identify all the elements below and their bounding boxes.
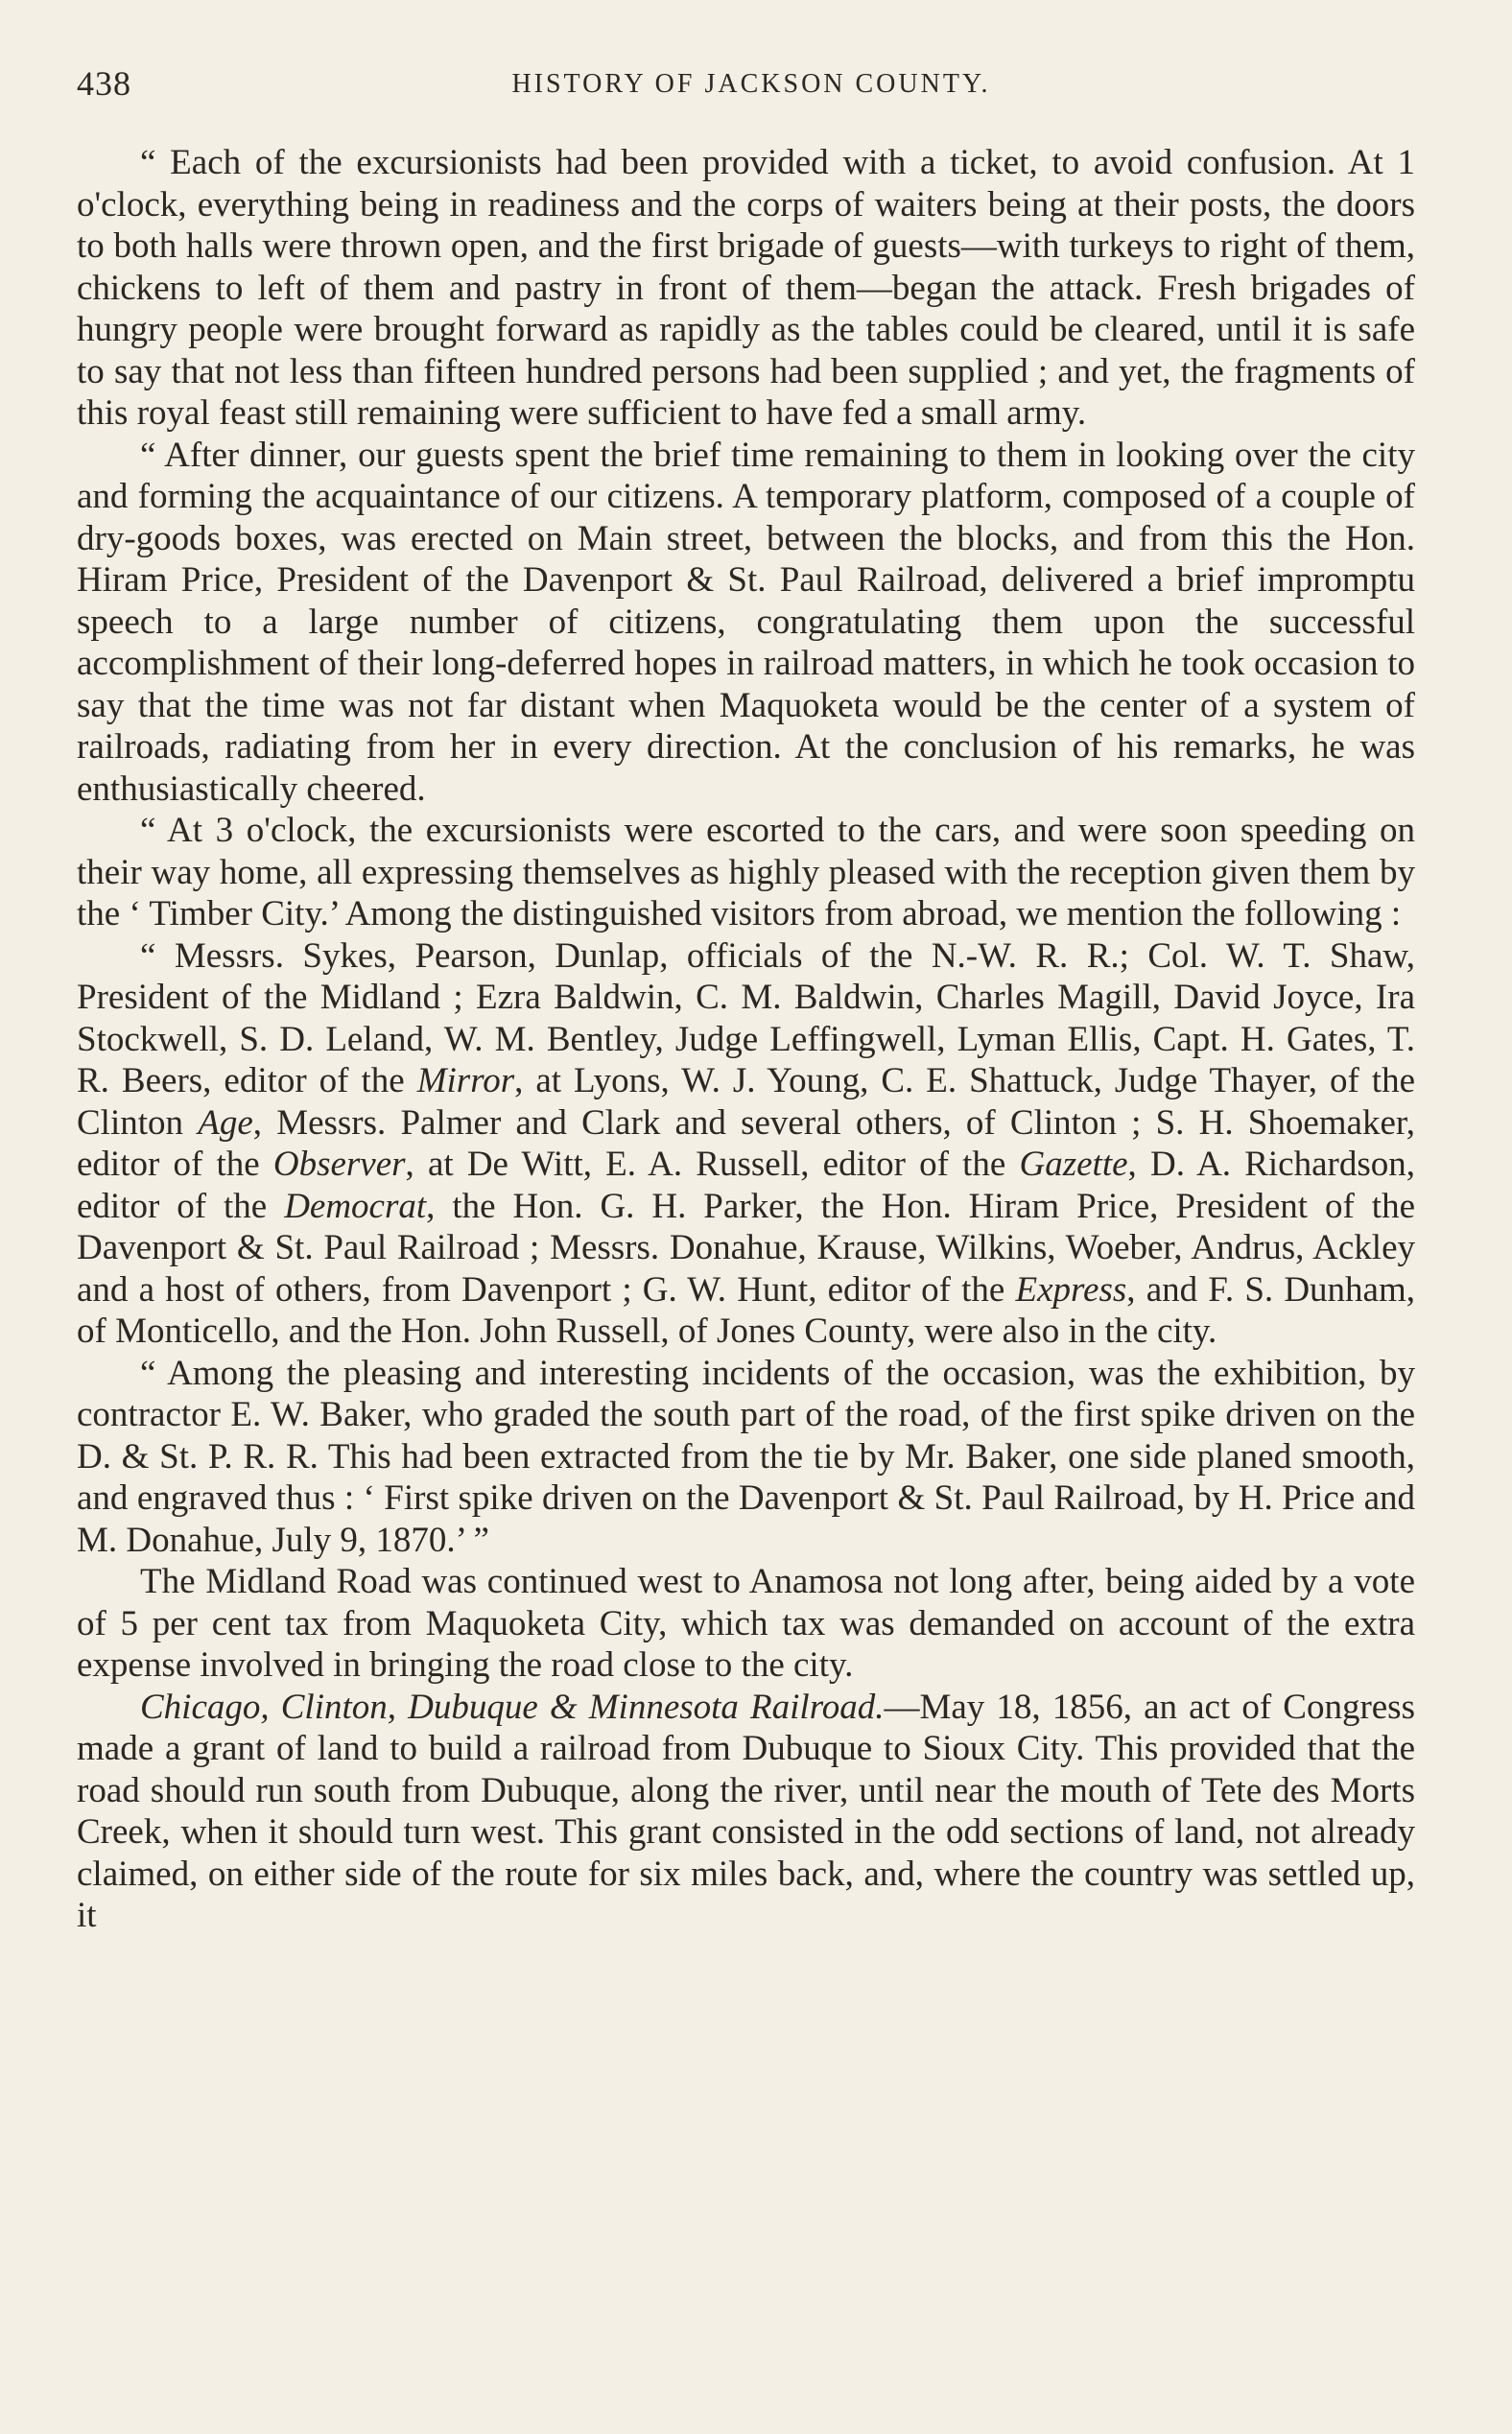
paragraph-midland-road: The Midland Road was continued west to Anamosa not long after, being aided by a vote of 5 per cent tax from Maquoketa City, which tax was demanded on account of the extra expense involved in bringing the road close to the city. [77, 1562, 1415, 1685]
paragraph-first-spike: “ Among the pleasing and interesting incidents of the occasion, was the exhibition, by contractor E. W. Baker, who graded the south part of the road, of the first spike driven on the D. & St. P. R. R. This had been extracted from the tie by Mr. Baker, one side planed smooth, and engraved thus : ‘ First spike driven on the Davenport & St. Paul Railroad, by H. Price and M. Donahue, July 9, 1870.’ ” [77, 1353, 1415, 1560]
newspaper-title-mirror: Mirror [416, 1061, 515, 1100]
visitors-text: , and F. S. Dunham, of Monticello, and the Hon. John Russell, of Jones County, were also in the city. [77, 1269, 1415, 1351]
paragraph-excursion-dinner: “ Each of the excursionists had been provided with a ticket, to avoid confusion. At 1 o'clock, everything being in readiness and the corps of waiters being at their posts, the doors to both halls were thrown open, and the first brigade of guests—with turkeys to right of them, chickens to left of them and pastry in front of them—began the attack. Fresh brigades of hungry people were brought forward as rapidly as the tables could be cleared, until it is safe to say that not less than fifteen hundred persons had been supplied ; and yet, the fragments of this royal feast still remaining were sufficient to have fed a small army. [77, 143, 1415, 433]
body-text [77, 142, 1415, 1937]
newspaper-title-express: Express [1015, 1269, 1127, 1310]
visitors-text: , Messrs. Palmer and Clark and several others, of Clinton ; S. H. Shoemaker, editor of the [77, 1102, 1415, 1184]
paragraph-departure: “ At 3 o'clock, the excursionists were escorted to the cars, and were soon speeding on their way home, all expressing themselves as highly pleased with the reception given them by the ‘ Timber City.’ Among the distinguished visitors from abroad, we mention the following : [77, 811, 1415, 933]
visitors-text: , D. A. Richardson, editor of the [77, 1145, 1415, 1226]
visitors-text: , the Hon. G. H. Parker, the Hon. Hiram Price, President of the Davenport & St. Paul Railroad ; Messrs. Donahue, Krause, Wilkins, Woeber, Andrus, Ackley and a host of others, from Davenport ; G. W. Hunt, editor of the [77, 1186, 1415, 1310]
running-head [77, 63, 1415, 109]
newspaper-title-observer: Observer [272, 1145, 406, 1184]
newspaper-title-age: Age [198, 1102, 253, 1143]
page-number: 438 [77, 64, 131, 103]
section-heading-ccdm-railroad: Chicago, Clinton, Dubuque & Minnesota Railroad. [140, 1687, 885, 1727]
newspaper-title-gazette: Gazette [1019, 1145, 1128, 1184]
newspaper-title-democrat: Democrat [284, 1186, 427, 1226]
visitors-text: , at De Witt, E. A. Russell, editor of the [405, 1145, 1020, 1184]
paragraph-visitors [77, 935, 1415, 1353]
paragraph-ccdm-railroad [77, 1687, 1415, 1937]
visitors-text: “ Messrs. Sykes, Pearson, Dunlap, officials of the N.-W. R. R.; Col. W. T. Shaw, President of the Midland ; Ezra Baldwin, C. M. Baldwin, Charles Magill, David Joyce, Ira Stockwell, S. D. Leland, W. M. Bentley, Judge Leffingwell, Lyman Ellis, Capt. H. Gates, T. R. Beers, editor of the [77, 935, 1415, 1100]
visitors-text: , at Lyons, W. J. Young, C. E. Shattuck, Judge Thayer, of the Clinton [77, 1061, 1415, 1143]
paragraph-after-dinner: “ After dinner, our guests spent the brief time remaining to them in looking over the city and forming the acquaintance of our citizens. A temporary platform, composed of a couple of dry-goods boxes, was erected on Main street, between the blocks, and from this the Hon. Hiram Price, President of the Davenport & St. Paul Railroad, delivered a brief impromptu speech to a large number of citizens, congratulating them upon the successful accomplishment of their long-deferred hopes in railroad matters, in which he took occasion to say that the time was not far distant when Maquoketa would be the center of a system of railroads, radiating from her in every direction. At the conclusion of his remarks, he was enthusiastically cheered. [77, 435, 1415, 809]
ccdm-railroad-text: —May 18, 1856, an act of Congress made a grant of land to build a railroad from Dubuque to Sioux City. This provided that the road should run south from Dubuque, along the river, until near the mouth of Tete des Morts Creek, when it should turn west. This grant consisted in the odd sections of land, not already claimed, on either side of the route for six miles back, and, where the country was settled up, it [77, 1687, 1415, 1935]
running-title: HISTORY OF JACKSON COUNTY. [511, 69, 991, 99]
